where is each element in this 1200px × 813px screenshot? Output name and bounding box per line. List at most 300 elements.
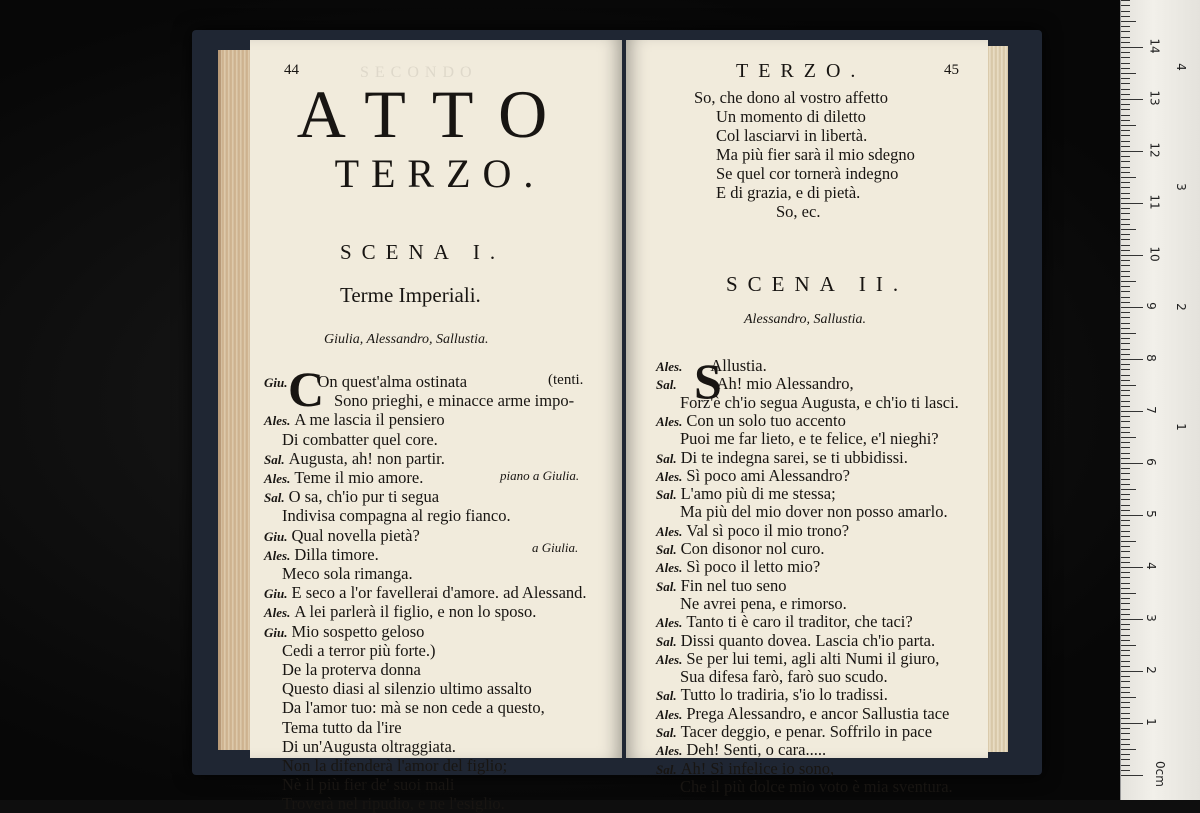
ruler-tick xyxy=(1121,723,1143,724)
ruler-tick xyxy=(1121,156,1130,157)
speaker-label: Sal. xyxy=(264,451,285,467)
dialogue-line xyxy=(656,703,950,723)
ruler-tick xyxy=(1121,203,1143,204)
ruler-tick xyxy=(1121,307,1143,308)
line-text: Non la difenderà l'amor del figlio; xyxy=(282,756,508,775)
aria-line: So, che dono al vostro affetto xyxy=(694,88,888,107)
speaker-label: Sal. xyxy=(656,450,677,466)
ruler-tick xyxy=(1121,37,1130,38)
dialogue-line xyxy=(282,566,413,583)
ruler-tick xyxy=(1121,479,1130,480)
aria-line: Ma più fier sarà il mio sdegno xyxy=(716,145,915,164)
speaker-label: Sal. xyxy=(656,377,677,393)
line-text: Tutto lo tradiria, s'io lo tradissi. xyxy=(680,685,888,705)
ruler-tick xyxy=(1121,302,1130,303)
speaker-label: Sal. xyxy=(656,688,677,704)
ruler-tick xyxy=(1121,770,1130,771)
ruler-tick xyxy=(1121,343,1130,344)
ruler-tick xyxy=(1121,525,1130,526)
ruler-tick xyxy=(1121,239,1130,240)
measurement-ruler xyxy=(1120,0,1200,800)
line-text: Dilla timore. xyxy=(294,544,379,564)
line-text: Val sì poco il mio trono? xyxy=(686,520,850,540)
ruler-tick xyxy=(1121,603,1130,604)
dialogue-line xyxy=(264,604,536,621)
ruler-number: 10 xyxy=(1147,246,1162,262)
ruler-tick xyxy=(1121,546,1130,547)
ruler-tick xyxy=(1121,193,1130,194)
dialogue-line xyxy=(282,429,438,449)
line-text: Questo diasi al silenzio ultimo assalto xyxy=(282,679,532,699)
dialogue-line xyxy=(264,585,587,602)
speaker-label: Ales. xyxy=(264,413,291,429)
ruler-tick xyxy=(1121,520,1130,521)
ruler-tick xyxy=(1121,567,1143,568)
speaker-label: Sal. xyxy=(656,725,677,740)
ruler-tick xyxy=(1121,609,1130,610)
line-text: Che il più dolce mio voto è mia sventura. xyxy=(680,776,953,796)
ruler-tick xyxy=(1121,182,1130,183)
scene-heading: SCENA II. xyxy=(726,272,909,296)
speaker-label: Ales. xyxy=(656,743,683,759)
ruler-tick xyxy=(1121,541,1136,542)
ruler-tick xyxy=(1121,572,1130,573)
speaker-label: Ales. xyxy=(656,413,683,429)
dialogue-line xyxy=(264,489,439,506)
speaker-label: Sal. xyxy=(656,542,677,557)
ruler-tick xyxy=(1121,453,1130,454)
ruler-tick xyxy=(1121,583,1130,584)
ruler-tick xyxy=(1121,645,1136,646)
ruler-tick xyxy=(1121,109,1130,110)
ruler-tick xyxy=(1121,255,1143,256)
line-text: Di combatter quel core. xyxy=(282,429,438,449)
line-text: Sua difesa farò, farò suo scudo. xyxy=(680,667,888,687)
ruler-tick xyxy=(1121,401,1130,402)
ruler-tick xyxy=(1121,635,1130,636)
line-text: Se per lui temi, agli alti Numi il giuro, xyxy=(686,648,940,668)
ruler-number: 1 xyxy=(1143,718,1158,726)
dialogue-line xyxy=(264,448,445,468)
dialogue-line xyxy=(680,776,953,796)
ruler-tick xyxy=(1121,557,1130,558)
ruler-tick xyxy=(1121,16,1130,17)
ruler-tick xyxy=(1121,697,1136,698)
dialogue-line xyxy=(264,374,467,391)
ruler-tick xyxy=(1121,245,1130,246)
act-title: ATTO xyxy=(296,76,574,152)
dialogue-line xyxy=(656,758,835,778)
line-text: Ah! mio Alessandro, xyxy=(716,374,854,394)
act-subtitle: TERZO. xyxy=(334,151,546,196)
line-text: Di te indegna sarei, se ti ubbidissi. xyxy=(680,447,908,467)
ruler-tick xyxy=(1121,629,1130,630)
ruler-tick xyxy=(1121,754,1130,755)
line-text: Cedi a terror più forte.) xyxy=(282,640,436,660)
ruler-tick xyxy=(1121,447,1130,448)
speaker-label: Ales. xyxy=(656,523,683,539)
ruler-number: 5 xyxy=(1143,510,1158,518)
ruler-tick xyxy=(1121,21,1136,22)
ruler-number: 3 xyxy=(1143,614,1158,622)
ruler-tick xyxy=(1121,666,1130,667)
ruler-tick xyxy=(1121,588,1130,589)
ruler-number: 6 xyxy=(1143,458,1158,466)
speaker-label: Giu. xyxy=(264,528,288,544)
line-text: Con disonor nol curo. xyxy=(680,539,825,558)
line-text: Allustia. xyxy=(710,356,767,375)
ruler-tick xyxy=(1121,624,1130,625)
ruler-tick xyxy=(1121,265,1130,266)
ruler-tick xyxy=(1121,494,1130,495)
ruler-tick xyxy=(1121,83,1130,84)
page-number: 44 xyxy=(284,62,299,78)
running-head: TERZO. xyxy=(736,60,866,82)
dialogue-line xyxy=(334,393,574,410)
dialogue-line xyxy=(656,376,854,393)
dialogue-line xyxy=(656,541,825,558)
ruler-tick xyxy=(1121,323,1130,324)
ruler-tick xyxy=(1121,744,1130,745)
ruler-tick xyxy=(1121,484,1130,485)
speaker-label: Giu. xyxy=(264,586,288,602)
ruler-tick xyxy=(1121,271,1130,272)
dialogue-line xyxy=(264,621,425,641)
ruler-tick xyxy=(1121,687,1130,688)
line-text: Dissi quanto dovea. Lascia ch'io parta. xyxy=(680,630,936,650)
ruler-tick xyxy=(1121,120,1130,121)
line-text: Tacer deggio, e penar. Soffrilo in pace xyxy=(680,722,933,741)
ruler-tick xyxy=(1121,676,1130,677)
speaker-label: Ales. xyxy=(656,615,683,631)
dialogue-line xyxy=(282,736,456,756)
page-number: 45 xyxy=(944,62,959,78)
ruler-tick xyxy=(1121,707,1130,708)
line-text: L'amo più di me stessa; xyxy=(680,484,836,504)
ruler-tick xyxy=(1121,104,1130,105)
line-text: Di un'Augusta oltraggiata. xyxy=(282,736,456,756)
ruler-tick xyxy=(1121,390,1130,391)
line-text: Forz'è ch'io segua Augusta, e ch'io ti lasci. xyxy=(680,392,959,412)
ruler-tick xyxy=(1121,26,1130,27)
line-text: Ne avrei pena, e rimorso. xyxy=(680,593,847,613)
ruler-tick xyxy=(1121,369,1130,370)
ruler-number: 7 xyxy=(1143,406,1158,414)
line-text: Nè il più fier de' suoi mali xyxy=(282,775,455,795)
speaker-label: Giu. xyxy=(264,624,288,640)
ruler-tick xyxy=(1121,229,1136,230)
ruler-tick xyxy=(1121,713,1130,714)
ruler-tick xyxy=(1121,463,1143,464)
ruler-tick xyxy=(1121,671,1143,672)
dialogue-line xyxy=(656,520,850,540)
line-text: Mio sospetto geloso xyxy=(291,621,425,641)
ruler-tick xyxy=(1121,172,1130,173)
ruler-tick xyxy=(1121,338,1130,339)
stage-direction: (tenti. xyxy=(548,372,584,388)
ruler-tick xyxy=(1121,510,1130,511)
page-edges-right xyxy=(986,46,1008,752)
scene-heading: SCENA I. xyxy=(340,240,506,264)
ruler-number: 13 xyxy=(1147,90,1162,106)
ruler-tick xyxy=(1121,328,1130,329)
ruler-tick xyxy=(1121,765,1130,766)
ruler-tick xyxy=(1121,432,1130,433)
ruler-tick xyxy=(1121,531,1130,532)
dialogue-line xyxy=(656,410,846,430)
line-text: Puoi me far lieto, e te felice, e'l nieghi? xyxy=(680,429,939,449)
ruler-tick xyxy=(1121,146,1130,147)
line-text: Sì poco ami Alessandro? xyxy=(686,465,850,485)
dialogue-line xyxy=(656,614,913,631)
ruler-tick xyxy=(1121,297,1130,298)
line-text: A lei parlerà il figlio, e non lo sposo. xyxy=(294,602,537,622)
aria-line: Col lasciarvi in libertà. xyxy=(716,126,868,145)
dialogue-line xyxy=(656,742,826,759)
dialogue-line xyxy=(282,681,532,698)
line-text: De la proterva donna xyxy=(282,660,421,679)
ruler-tick xyxy=(1121,78,1130,79)
line-text: Deh! Senti, o cara..... xyxy=(686,740,827,760)
line-text: Prega Alessandro, e ancor Sallustia tace xyxy=(686,703,950,723)
ruler-tick xyxy=(1121,349,1130,350)
ruler-tick xyxy=(1121,234,1130,235)
right-page xyxy=(626,40,988,796)
speaker-label: Sal. xyxy=(656,761,677,777)
ruler-tick xyxy=(1121,354,1130,355)
dialogue-line xyxy=(282,508,511,525)
ruler-tick xyxy=(1121,213,1130,214)
speaker-label: Ales. xyxy=(264,605,291,621)
ruler-tick xyxy=(1121,458,1130,459)
dialogue-line xyxy=(656,648,940,668)
dialogue-line xyxy=(680,392,959,412)
ruler-tick xyxy=(1121,598,1130,599)
dialogue-line xyxy=(282,662,421,679)
ruler-tick xyxy=(1121,505,1130,506)
line-text: Da l'amor tuo: mà se non cede a questo, xyxy=(282,698,545,718)
line-text: A me lascia il pensiero xyxy=(294,410,445,430)
line-text: Tanto ti è caro il traditor, che taci? xyxy=(686,612,913,632)
ruler-tick xyxy=(1121,161,1130,162)
ruler-tick xyxy=(1121,702,1130,703)
speaker-label: Ales. xyxy=(656,468,683,484)
line-text: Sono prieghi, e minacce arme impo- xyxy=(334,391,575,411)
aria-line: Se quel cor tornerà indegno xyxy=(716,164,899,183)
ruler-tick xyxy=(1121,681,1130,682)
ruler-tick xyxy=(1121,661,1130,662)
ruler-tick xyxy=(1121,593,1136,594)
dialogue-line xyxy=(282,717,402,737)
dialogue-line xyxy=(282,777,455,794)
line-text: Con un solo tuo accento xyxy=(686,410,846,430)
dialogue-line xyxy=(656,358,767,375)
ruler-tick xyxy=(1121,411,1143,412)
ruler-tick xyxy=(1121,364,1130,365)
ruler-tick xyxy=(1121,473,1130,474)
character-list: Alessandro, Sallustia. xyxy=(744,312,866,327)
speaker-label: Sal. xyxy=(656,578,677,594)
ruler-tick xyxy=(1121,208,1130,209)
dialogue-line xyxy=(656,575,787,595)
drop-cap: S xyxy=(694,353,722,409)
stage-direction: a Giulia. xyxy=(532,540,579,555)
dialogue-line xyxy=(680,431,939,448)
ruler-number: 2 xyxy=(1173,303,1188,311)
ruler-tick xyxy=(1121,614,1130,615)
dialogue-line xyxy=(282,796,505,813)
line-text: Troverà nel ripudio, e ne l'esiglio. xyxy=(282,794,505,813)
aria-line: So, ec. xyxy=(776,202,821,221)
dialogue-line xyxy=(680,669,888,686)
ruler-tick xyxy=(1121,99,1143,100)
dialogue-line xyxy=(282,700,545,717)
ruler-number: 9 xyxy=(1143,302,1158,310)
dialogue-line xyxy=(264,544,379,564)
ruler-tick xyxy=(1121,718,1130,719)
line-text: O sa, ch'io pur ti segua xyxy=(288,487,440,507)
speaker-label: Sal. xyxy=(656,487,677,503)
ruler-tick xyxy=(1121,775,1143,776)
dialogue-line xyxy=(656,486,836,503)
ruler-tick xyxy=(1121,260,1130,261)
dialogue-line xyxy=(656,724,932,741)
ruler-tick xyxy=(1121,692,1130,693)
line-text: On quest'alma ostinata xyxy=(317,372,468,391)
aria-line: E di grazia, e di pietà. xyxy=(716,183,861,202)
ruler-tick xyxy=(1121,619,1143,620)
ruler-number: 0cm xyxy=(1152,761,1167,787)
ruler-tick xyxy=(1121,224,1130,225)
ruler-tick xyxy=(1121,57,1130,58)
speaker-label: Ales. xyxy=(264,471,291,486)
ruler-tick xyxy=(1121,562,1130,563)
ruler-tick xyxy=(1121,650,1130,651)
ruler-tick xyxy=(1121,52,1130,53)
ruler-tick xyxy=(1121,0,1130,1)
ruler-number: 14 xyxy=(1147,38,1162,54)
speaker-label: Ales. xyxy=(656,560,683,576)
speaker-label: Ales. xyxy=(264,547,291,563)
speaker-label: Giu. xyxy=(264,375,288,390)
ruler-tick xyxy=(1121,286,1130,287)
ruler-tick xyxy=(1121,5,1130,6)
ruler-tick xyxy=(1121,219,1130,220)
ruler-tick xyxy=(1121,281,1136,282)
ruler-tick xyxy=(1121,359,1143,360)
ruler-tick xyxy=(1121,250,1130,251)
ruler-tick xyxy=(1121,333,1136,334)
ruler-tick xyxy=(1121,11,1130,12)
ruler-tick xyxy=(1121,468,1130,469)
ruler-tick xyxy=(1121,421,1130,422)
ruler-tick xyxy=(1121,499,1130,500)
ruler-tick xyxy=(1121,749,1136,750)
line-text: Tema tutto da l'ire xyxy=(282,717,402,737)
ruler-tick xyxy=(1121,141,1130,142)
line-text: Ah! Sì infelice io sono, xyxy=(680,758,835,778)
ruler-tick xyxy=(1121,135,1130,136)
ruler-tick xyxy=(1121,312,1130,313)
line-text: Qual novella pietà? xyxy=(291,525,420,545)
ruler-tick xyxy=(1121,42,1130,43)
ruler-tick xyxy=(1121,442,1130,443)
line-text: Teme il mio amore. xyxy=(294,468,424,487)
ruler-tick xyxy=(1121,536,1130,537)
ruler-number: 2 xyxy=(1143,666,1158,674)
dialogue-line xyxy=(680,504,948,521)
bleed-through-text: SECONDO xyxy=(360,64,478,81)
dialogue-line xyxy=(264,470,423,487)
ruler-tick xyxy=(1121,380,1130,381)
ruler-tick xyxy=(1121,89,1130,90)
ruler-tick xyxy=(1121,167,1130,168)
stage-direction: piano a Giulia. xyxy=(500,468,580,483)
line-text: Sì poco il letto mio? xyxy=(686,557,821,577)
speaker-label: Ales. xyxy=(656,651,683,667)
drop-cap: C xyxy=(288,361,325,417)
character-list: Giulia, Alessandro, Sallustia. xyxy=(324,332,489,347)
dialogue-line xyxy=(680,593,847,613)
ruler-tick xyxy=(1121,375,1130,376)
dialogue-line xyxy=(656,630,936,650)
ruler-tick xyxy=(1121,437,1136,438)
ruler-tick xyxy=(1121,489,1136,490)
ruler-tick xyxy=(1121,640,1130,641)
dialogue-line xyxy=(656,465,850,485)
line-text: Indivisa compagna al regio fianco. xyxy=(282,506,511,526)
ruler-tick xyxy=(1121,577,1130,578)
ruler-tick xyxy=(1121,655,1130,656)
scene-location: Terme Imperiali. xyxy=(340,283,481,307)
dialogue-line xyxy=(282,758,507,775)
aria-line: Un momento di diletto xyxy=(716,107,866,126)
ruler-tick xyxy=(1121,739,1130,740)
ruler-tick xyxy=(1121,276,1130,277)
speaker-label: Ales. xyxy=(656,706,683,722)
line-text: E seco a l'or favellerai d'amore. ad Alessand. xyxy=(291,583,587,603)
ruler-tick xyxy=(1121,198,1130,199)
ruler-tick xyxy=(1121,395,1130,396)
dialogue-line xyxy=(656,447,908,467)
line-text: Ma più del mio dover non posso amarlo. xyxy=(680,502,948,522)
ruler-tick xyxy=(1121,31,1130,32)
ruler-number: 11 xyxy=(1147,194,1162,210)
ruler-tick xyxy=(1121,551,1130,552)
dialogue-line xyxy=(264,412,445,429)
ruler-tick xyxy=(1121,515,1143,516)
ruler-tick xyxy=(1121,177,1136,178)
ruler-tick xyxy=(1121,416,1130,417)
ruler-number: 3 xyxy=(1173,183,1188,191)
ruler-number: 8 xyxy=(1143,354,1158,362)
ruler-tick xyxy=(1121,759,1130,760)
ruler-tick xyxy=(1121,125,1136,126)
ruler-tick xyxy=(1121,317,1130,318)
speaker-label: Sal. xyxy=(656,633,677,649)
ruler-tick xyxy=(1121,130,1130,131)
dialogue-line xyxy=(656,559,820,576)
ruler-tick xyxy=(1121,73,1136,74)
dialogue-line xyxy=(282,640,436,660)
dialogue-line xyxy=(264,525,420,545)
speaker-label: Sal. xyxy=(264,490,285,506)
speaker-label: Ales. xyxy=(656,359,683,374)
ruler-tick xyxy=(1121,68,1130,69)
ruler-tick xyxy=(1121,187,1130,188)
ruler-tick xyxy=(1121,63,1130,64)
ruler-tick xyxy=(1121,291,1130,292)
